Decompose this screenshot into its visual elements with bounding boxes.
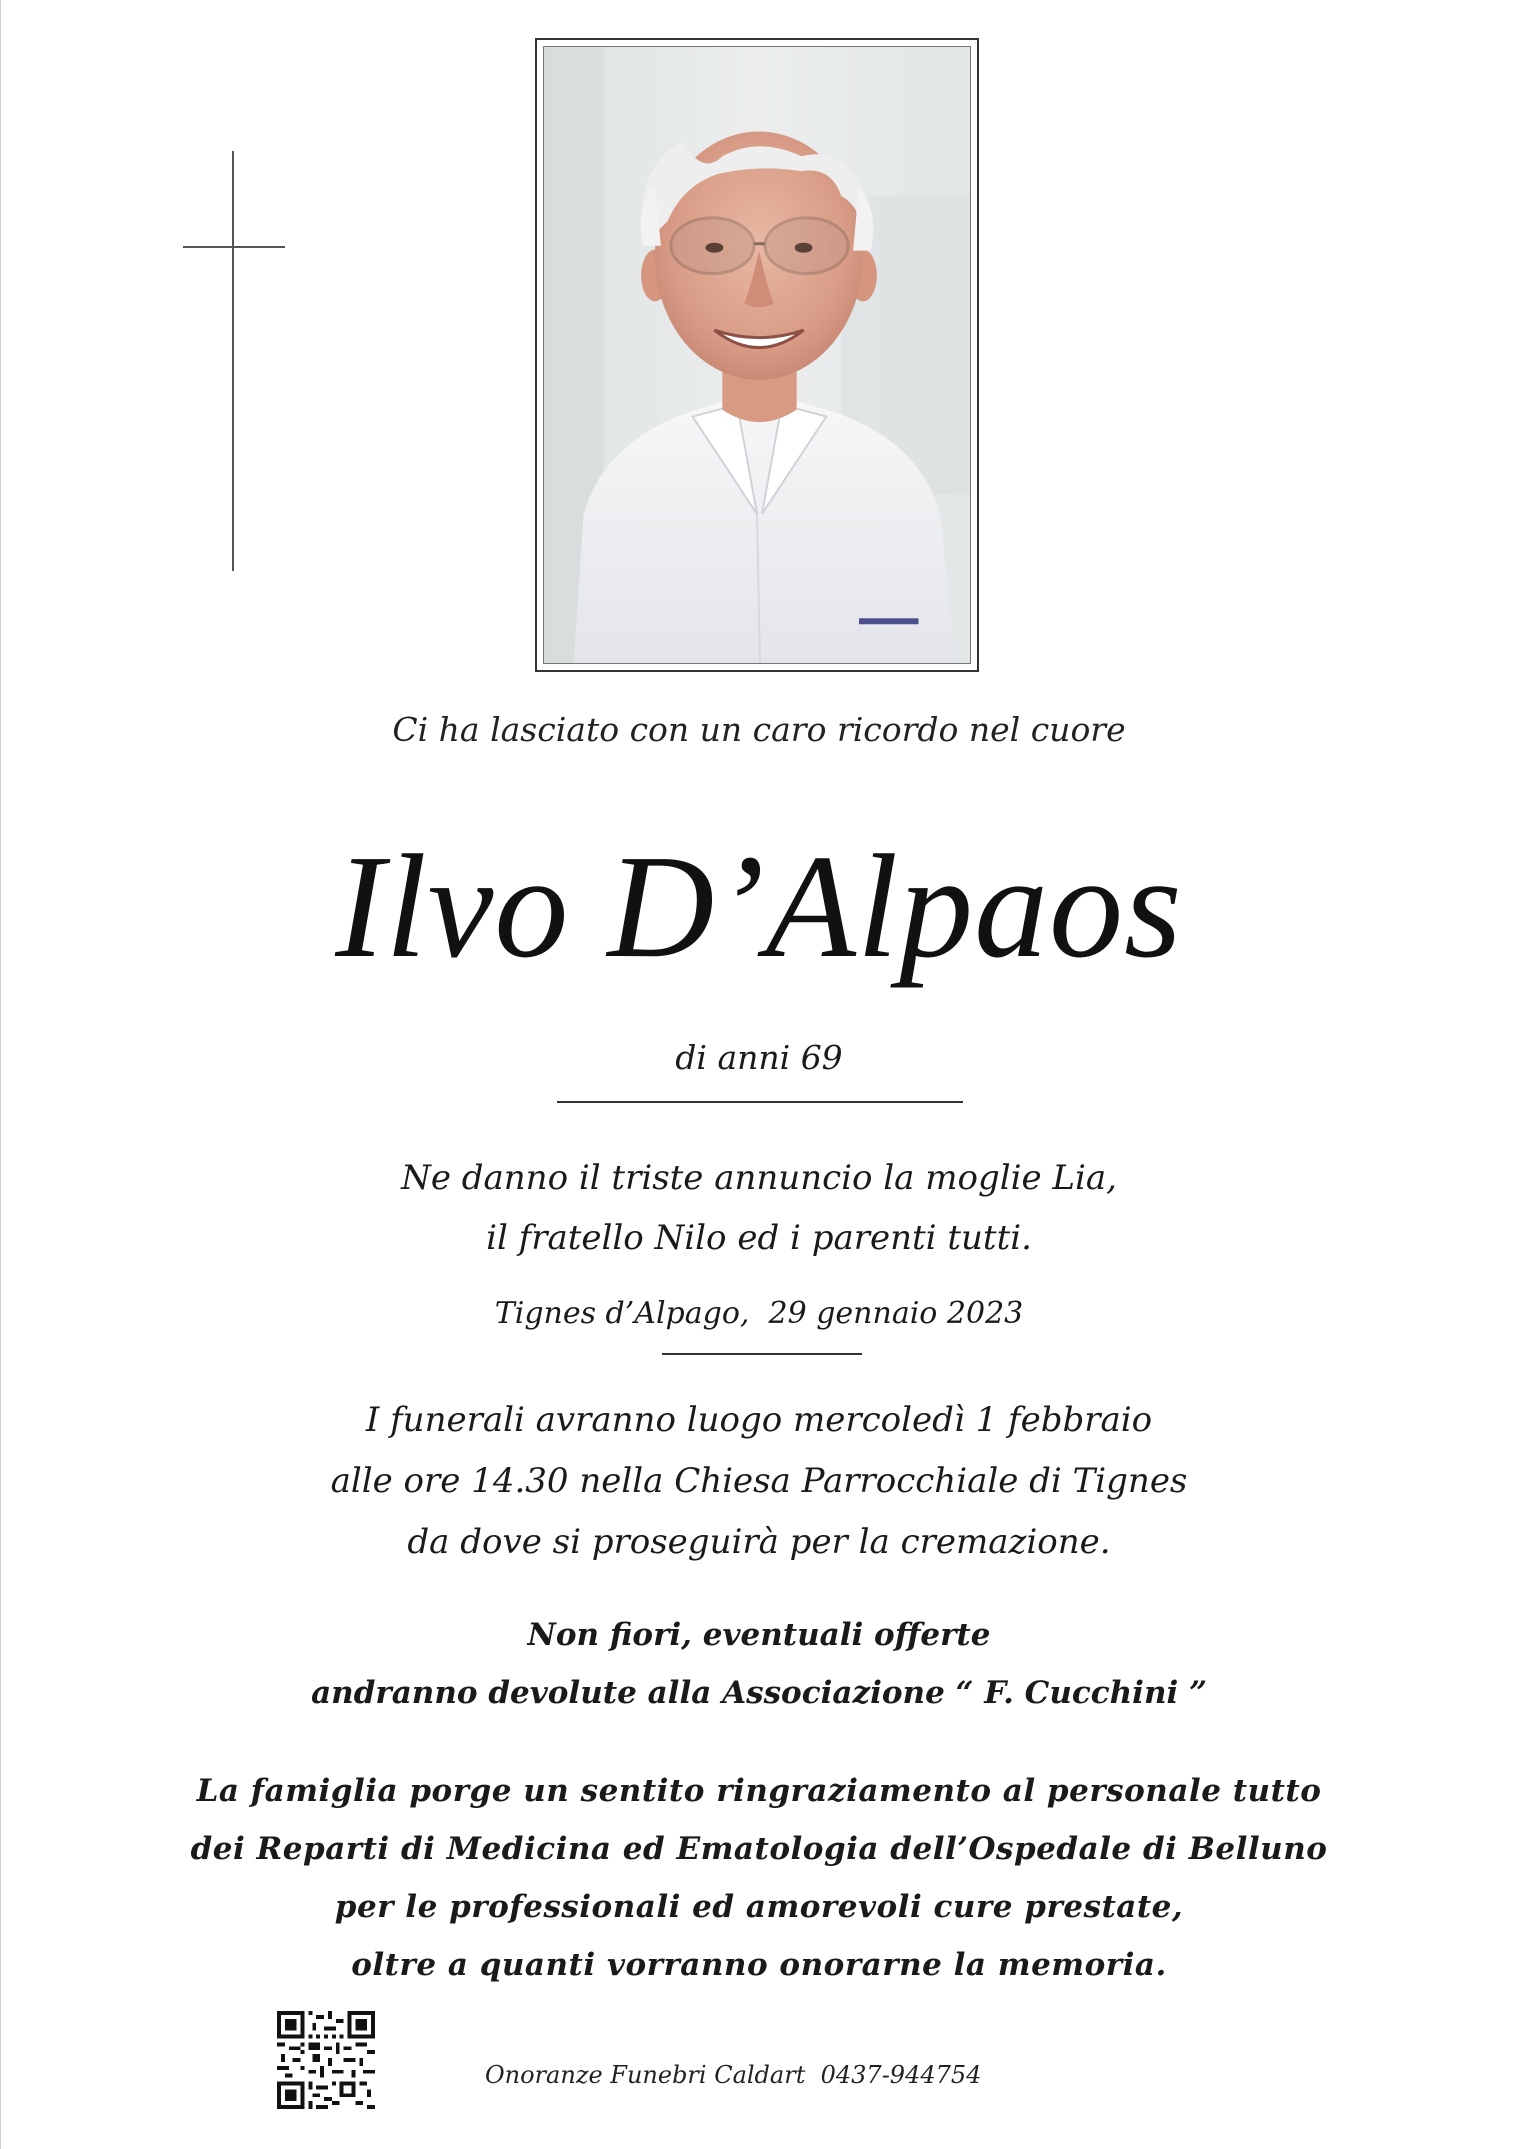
announcement-line: il fratello Nilo ed i parenti tutti. xyxy=(486,1218,1032,1258)
funeral-home-footer xyxy=(485,2058,981,2092)
portrait-photo-frame xyxy=(535,38,979,672)
funeral-home-name: Onoranze Funebri Caldart xyxy=(485,2061,806,2089)
divider-rule xyxy=(557,1101,963,1103)
thanks-block xyxy=(0,1762,1518,1994)
qr-code-icon[interactable] xyxy=(277,2011,375,2109)
deceased-name: Ilvo D’Alpaos xyxy=(335,825,1183,989)
funeral-line: I funerali avranno luogo mercoledì 1 febbraio xyxy=(365,1400,1153,1440)
funeral-home-phone: 0437-944754 xyxy=(820,2061,982,2089)
place: Tignes d’Alpago, xyxy=(494,1296,750,1331)
tagline: Ci ha lasciato con un caro ricordo nel cuore xyxy=(392,710,1126,749)
thanks-line: dei Reparti di Medicina ed Ematologia dell’Ospedale di Belluno xyxy=(190,1831,1328,1867)
funeral-block xyxy=(0,1390,1518,1573)
thanks-line: per le professionali ed amorevoli cure prestate, xyxy=(334,1889,1184,1925)
thanks-line: La famiglia porge un sentito ringraziamento al personale tutto xyxy=(196,1773,1322,1809)
announcement-block xyxy=(0,1148,1518,1268)
portrait-photo xyxy=(543,46,971,664)
flowers-block xyxy=(0,1606,1518,1722)
announcement-line: Ne danno il triste annuncio la moglie Lia, xyxy=(401,1158,1117,1198)
funeral-line: alle ore 14.30 nella Chiesa Parrocchiale di Tignes xyxy=(330,1461,1188,1501)
place-date xyxy=(0,1292,1518,1336)
flowers-line: Non fiori, eventuali offerte xyxy=(527,1617,991,1653)
flowers-line: andranno devolute alla Associazione “ F. Cucchini ” xyxy=(311,1675,1207,1711)
funeral-line: da dove si proseguirà per la cremazione. xyxy=(407,1522,1111,1562)
thanks-line: oltre a quanti vorranno onorarne la memoria. xyxy=(351,1947,1167,1983)
age-text: di anni 69 xyxy=(675,1038,843,1077)
divider-rule xyxy=(662,1353,862,1355)
date: 29 gennaio 2023 xyxy=(768,1296,1024,1331)
